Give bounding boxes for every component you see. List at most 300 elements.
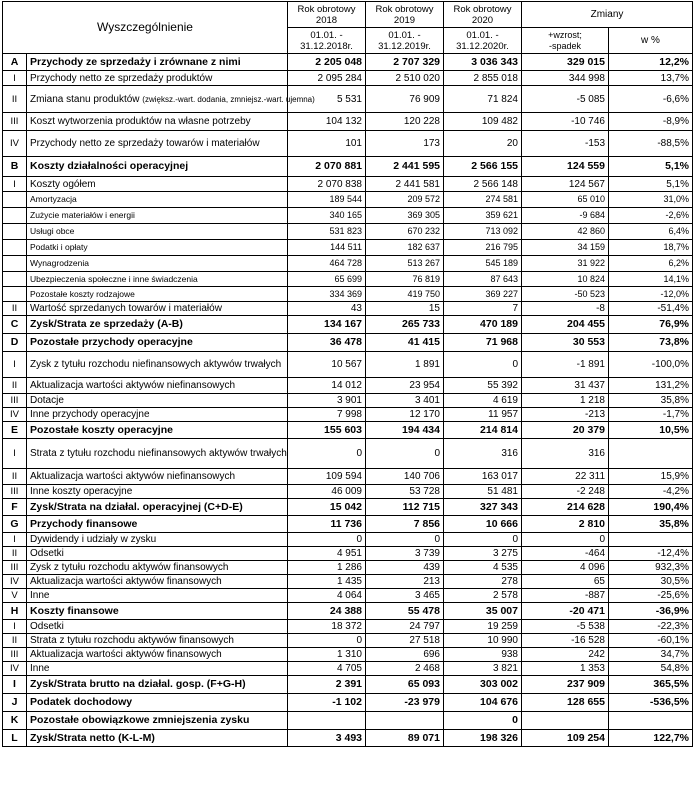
- row-label-text: Zysk/Strata brutto na działal. gosp. (F+G-H): [30, 678, 246, 690]
- row-label: [27, 516, 288, 533]
- change-percent: -12,0%: [609, 287, 693, 302]
- value-2018: 11 736: [288, 516, 366, 533]
- row-label-text: Dotacje: [30, 395, 64, 406]
- value-2020: 19 259: [444, 620, 522, 634]
- section-row: [3, 516, 693, 533]
- value-2018: 464 728: [288, 256, 366, 272]
- change-percent: 73,8%: [609, 334, 693, 352]
- change-percent: 76,9%: [609, 316, 693, 334]
- change-percent: 18,7%: [609, 240, 693, 256]
- value-2020: 55 392: [444, 378, 522, 394]
- value-2020: 4 619: [444, 394, 522, 408]
- row-label: [27, 316, 288, 334]
- value-2020: 470 189: [444, 316, 522, 334]
- change-absolute: 22 311: [522, 469, 609, 485]
- value-2019: 3 401: [366, 394, 444, 408]
- header-period-2018: [288, 28, 366, 54]
- change-percent: 30,5%: [609, 575, 693, 589]
- row-label: [27, 240, 288, 256]
- row-label-text: Inne przychody operacyjne: [30, 409, 150, 420]
- value-2018: 1 286: [288, 561, 366, 575]
- value-2018: 43: [288, 302, 366, 316]
- change-absolute: 329 015: [522, 54, 609, 71]
- value-2019: 3 739: [366, 547, 444, 561]
- header-period-2020: [444, 28, 522, 54]
- value-2018: 1 435: [288, 575, 366, 589]
- change-absolute: -16 528: [522, 634, 609, 648]
- value-2019: 419 750: [366, 287, 444, 302]
- value-2018: -1 102: [288, 694, 366, 712]
- value-2020: 35 007: [444, 603, 522, 620]
- change-absolute: 42 860: [522, 224, 609, 240]
- row-code: K: [3, 712, 27, 730]
- row-code: II: [3, 86, 27, 113]
- row-label: [27, 603, 288, 620]
- row-code: I: [3, 352, 27, 378]
- value-2018: 334 369: [288, 287, 366, 302]
- change-percent: -88,5%: [609, 131, 693, 157]
- row-code: I: [3, 439, 27, 469]
- row-label-text: Aktualizacja wartości aktywów niefinansowych: [30, 380, 236, 391]
- value-2019: 12 170: [366, 408, 444, 422]
- row-code: I: [3, 620, 27, 634]
- row-label: [27, 547, 288, 561]
- value-2020: 10 666: [444, 516, 522, 533]
- row-label: [27, 208, 288, 224]
- value-2018: 4 064: [288, 589, 366, 603]
- change-absolute: -2 248: [522, 485, 609, 499]
- table-row: [3, 408, 693, 422]
- change-absolute: 109 254: [522, 730, 609, 747]
- value-2018: 2 205 048: [288, 54, 366, 71]
- value-2020: 2 566 148: [444, 177, 522, 192]
- change-percent: 365,5%: [609, 676, 693, 694]
- row-code: IV: [3, 408, 27, 422]
- row-label: [27, 272, 288, 287]
- row-label-text: Przychody netto ze sprzedaży towarów i materiałów: [30, 138, 260, 149]
- change-absolute: 31 922: [522, 256, 609, 272]
- row-label-text: Strata z tytułu rozchodu aktywów finansowych: [30, 635, 234, 646]
- financial-statement-table: [2, 1, 693, 747]
- value-2018: 46 009: [288, 485, 366, 499]
- value-2019: 439: [366, 561, 444, 575]
- row-label-text: Amortyzacja: [30, 194, 77, 204]
- section-row: [3, 157, 693, 177]
- value-2018: 101: [288, 131, 366, 157]
- value-2018: 2 095 284: [288, 71, 366, 86]
- row-code: J: [3, 694, 27, 712]
- value-2019: 24 797: [366, 620, 444, 634]
- row-label-text: Zysk z tytułu rozchodu niefinansowych aktywów trwałych: [30, 359, 282, 370]
- header-year-2020: [444, 2, 522, 28]
- change-absolute: -153: [522, 131, 609, 157]
- change-percent: -60,1%: [609, 634, 693, 648]
- change-percent: 5,1%: [609, 157, 693, 177]
- row-label: [27, 352, 288, 378]
- value-2018: 10 567: [288, 352, 366, 378]
- value-2020: 4 535: [444, 561, 522, 575]
- value-2020: 71 968: [444, 334, 522, 352]
- table-row: [3, 131, 693, 157]
- table-row: [3, 177, 693, 192]
- row-code: A: [3, 54, 27, 71]
- row-label: [27, 533, 288, 547]
- value-2020: 713 092: [444, 224, 522, 240]
- table-row: [3, 575, 693, 589]
- row-label: [27, 177, 288, 192]
- header-period-start: 01.01. -: [466, 29, 499, 41]
- value-2020: 20: [444, 131, 522, 157]
- change-absolute: -887: [522, 589, 609, 603]
- change-percent: 932,3%: [609, 561, 693, 575]
- row-label-text: Odsetki: [30, 621, 64, 632]
- change-absolute: 237 909: [522, 676, 609, 694]
- row-label: [27, 334, 288, 352]
- value-2019: 2 510 020: [366, 71, 444, 86]
- section-row: [3, 694, 693, 712]
- change-absolute: -20 471: [522, 603, 609, 620]
- row-label-text: Zysk/Strata ze sprzedaży (A-B): [30, 318, 183, 330]
- row-label-text: Strata z tytułu rozchodu niefinansowych aktywów trwałych: [30, 448, 287, 459]
- value-2020: 327 343: [444, 499, 522, 516]
- value-2020: 7: [444, 302, 522, 316]
- row-code: F: [3, 499, 27, 516]
- change-absolute: [522, 712, 609, 730]
- row-label-text: Pozostałe przychody operacyjne: [30, 336, 193, 348]
- row-code: B: [3, 157, 27, 177]
- change-absolute: 20 379: [522, 422, 609, 439]
- value-2019: 112 715: [366, 499, 444, 516]
- row-label: [27, 485, 288, 499]
- value-2018: 0: [288, 439, 366, 469]
- value-2018: 18 372: [288, 620, 366, 634]
- value-2018: 24 388: [288, 603, 366, 620]
- value-2020: 0: [444, 533, 522, 547]
- change-absolute: 204 455: [522, 316, 609, 334]
- change-percent: -51,4%: [609, 302, 693, 316]
- change-percent: 131,2%: [609, 378, 693, 394]
- row-label: [27, 469, 288, 485]
- value-2018: 144 511: [288, 240, 366, 256]
- row-label: [27, 561, 288, 575]
- row-label: [27, 54, 288, 71]
- value-2018: 65 699: [288, 272, 366, 287]
- row-code: [3, 208, 27, 224]
- table-row: [3, 469, 693, 485]
- row-code: III: [3, 648, 27, 662]
- row-code: III: [3, 561, 27, 575]
- value-2019: 55 478: [366, 603, 444, 620]
- value-2020: 87 643: [444, 272, 522, 287]
- value-2020: 198 326: [444, 730, 522, 747]
- change-absolute: 30 553: [522, 334, 609, 352]
- value-2020: 2 855 018: [444, 71, 522, 86]
- row-label-text: Koszty finansowe: [30, 604, 119, 617]
- value-2018: 36 478: [288, 334, 366, 352]
- change-percent: 34,7%: [609, 648, 693, 662]
- row-label-text: Aktualizacja wartości aktywów niefinansowych: [30, 471, 236, 482]
- change-absolute: 65 010: [522, 192, 609, 208]
- row-code: IV: [3, 131, 27, 157]
- value-2020: 2 566 155: [444, 157, 522, 177]
- value-2019: 0: [366, 533, 444, 547]
- value-2018: 134 167: [288, 316, 366, 334]
- row-label-text: Podatki i opłaty: [30, 242, 88, 252]
- row-label-text: Przychody finansowe: [30, 517, 138, 530]
- header-period-end: 31.12.2018r.: [300, 40, 353, 52]
- table-row: [3, 394, 693, 408]
- row-code: III: [3, 113, 27, 131]
- row-code: [3, 192, 27, 208]
- change-absolute: 34 159: [522, 240, 609, 256]
- value-2019: 76 819: [366, 272, 444, 287]
- section-row: [3, 730, 693, 747]
- value-2019: 3 465: [366, 589, 444, 603]
- change-percent: 13,7%: [609, 71, 693, 86]
- section-row: [3, 334, 693, 352]
- row-code: [3, 272, 27, 287]
- value-2018: 7 998: [288, 408, 366, 422]
- row-label: [27, 224, 288, 240]
- value-2020: 163 017: [444, 469, 522, 485]
- value-2019: 670 232: [366, 224, 444, 240]
- change-percent: -36,9%: [609, 603, 693, 620]
- row-code: IV: [3, 575, 27, 589]
- value-2020: 938: [444, 648, 522, 662]
- table-row: [3, 648, 693, 662]
- row-label-text: Inne koszty operacyjne: [30, 486, 133, 497]
- change-absolute: 4 096: [522, 561, 609, 575]
- value-2020: 278: [444, 575, 522, 589]
- table-row: [3, 302, 693, 316]
- change-absolute: -213: [522, 408, 609, 422]
- change-percent: -25,6%: [609, 589, 693, 603]
- value-2019: 76 909: [366, 86, 444, 113]
- value-2019: 513 267: [366, 256, 444, 272]
- change-absolute: 31 437: [522, 378, 609, 394]
- row-code: II: [3, 634, 27, 648]
- value-2018: 2 391: [288, 676, 366, 694]
- value-2019: 369 305: [366, 208, 444, 224]
- row-code: I: [3, 533, 27, 547]
- value-2020: 214 814: [444, 422, 522, 439]
- row-code: I: [3, 71, 27, 86]
- value-2020: 0: [444, 712, 522, 730]
- value-2018: 155 603: [288, 422, 366, 439]
- value-2019: 2 707 329: [366, 54, 444, 71]
- table-row: [3, 224, 693, 240]
- row-label-text: Dywidendy i udziały w zysku: [30, 534, 157, 545]
- change-absolute: 124 559: [522, 157, 609, 177]
- row-label-text: Pozostałe obowiązkowe zmniejszenia zysku: [30, 714, 250, 726]
- row-label: [27, 730, 288, 747]
- row-label-text: Zysk/Strata netto (K-L-M): [30, 731, 155, 744]
- value-2020: 3 275: [444, 547, 522, 561]
- row-code: II: [3, 547, 27, 561]
- row-label: [27, 575, 288, 589]
- value-2018: 104 132: [288, 113, 366, 131]
- header-year-2018: [288, 2, 366, 28]
- value-2019: -23 979: [366, 694, 444, 712]
- row-label-text: Ubezpieczenia społeczne i inne świadczenia: [30, 273, 198, 284]
- row-code: I: [3, 676, 27, 694]
- value-2018: 5 531: [288, 86, 366, 113]
- table-row: [3, 378, 693, 394]
- row-code: C: [3, 316, 27, 334]
- header-period-start: 01.01. -: [310, 29, 343, 41]
- table-row: [3, 192, 693, 208]
- change-percent: 10,5%: [609, 422, 693, 439]
- value-2020: 2 578: [444, 589, 522, 603]
- table-row: [3, 352, 693, 378]
- value-2019: 7 856: [366, 516, 444, 533]
- value-2018: 2 070 881: [288, 157, 366, 177]
- header-year-label: Rok obrotowy: [375, 3, 434, 15]
- value-2020: 303 002: [444, 676, 522, 694]
- row-code: G: [3, 516, 27, 533]
- value-2020: 11 957: [444, 408, 522, 422]
- value-2019: 213: [366, 575, 444, 589]
- row-label: [27, 256, 288, 272]
- change-percent: 31,0%: [609, 192, 693, 208]
- row-code: E: [3, 422, 27, 439]
- change-percent: -1,7%: [609, 408, 693, 422]
- row-code: II: [3, 302, 27, 316]
- row-label-text: Inne: [30, 663, 50, 674]
- value-2019: 15: [366, 302, 444, 316]
- change-absolute: -8: [522, 302, 609, 316]
- header-period-2019: [366, 28, 444, 54]
- value-2020: 216 795: [444, 240, 522, 256]
- value-2020: 0: [444, 352, 522, 378]
- row-label: [27, 620, 288, 634]
- section-row: [3, 54, 693, 71]
- table-row: [3, 561, 693, 575]
- row-label: [27, 408, 288, 422]
- value-2018: 2 070 838: [288, 177, 366, 192]
- change-absolute: 1 353: [522, 662, 609, 676]
- row-label: [27, 378, 288, 394]
- row-label: [27, 439, 288, 469]
- change-absolute: -1 891: [522, 352, 609, 378]
- header-year-label: Rok obrotowy: [453, 3, 512, 15]
- row-label-text: Koszty działalności operacyjnej: [30, 160, 189, 172]
- change-percent: -100,0%: [609, 352, 693, 378]
- section-row: [3, 499, 693, 516]
- row-code: H: [3, 603, 27, 620]
- row-label: [27, 113, 288, 131]
- value-2018: 14 012: [288, 378, 366, 394]
- change-percent: 54,8%: [609, 662, 693, 676]
- value-2019: 0: [366, 439, 444, 469]
- table-row: [3, 634, 693, 648]
- table-row: [3, 272, 693, 287]
- table-row: [3, 256, 693, 272]
- change-percent: -12,4%: [609, 547, 693, 561]
- value-2018: 109 594: [288, 469, 366, 485]
- table-body: [3, 54, 693, 747]
- table-row: [3, 86, 693, 113]
- row-label: [27, 648, 288, 662]
- row-code: IV: [3, 662, 27, 676]
- value-2020: 3 821: [444, 662, 522, 676]
- row-label: [27, 499, 288, 516]
- change-percent: 6,2%: [609, 256, 693, 272]
- change-percent: 15,9%: [609, 469, 693, 485]
- value-2018: 3 493: [288, 730, 366, 747]
- header-change-absolute: [522, 28, 609, 54]
- value-2020: 359 621: [444, 208, 522, 224]
- row-label: [27, 287, 288, 302]
- header-year-2019: [366, 2, 444, 28]
- value-2018: 0: [288, 634, 366, 648]
- value-2020: 545 189: [444, 256, 522, 272]
- header-year-label: Rok obrotowy: [297, 3, 356, 15]
- change-absolute: 344 998: [522, 71, 609, 86]
- value-2018: 15 042: [288, 499, 366, 516]
- header-change-increase: +wzrost;: [548, 29, 582, 40]
- row-code: [3, 256, 27, 272]
- table-row: [3, 439, 693, 469]
- row-label: [27, 676, 288, 694]
- row-code: [3, 287, 27, 302]
- row-code: [3, 240, 27, 256]
- change-absolute: 2 810: [522, 516, 609, 533]
- change-percent: -536,5%: [609, 694, 693, 712]
- header-period-start: 01.01. -: [388, 29, 421, 41]
- change-absolute: -5 538: [522, 620, 609, 634]
- header-year-number: 2020: [471, 14, 494, 26]
- change-percent: 5,1%: [609, 177, 693, 192]
- row-label-text: Zysk z tytułu rozchodu aktywów finansowych: [30, 562, 229, 573]
- header-change-percent: w %: [609, 28, 693, 54]
- row-label-text: Inne: [30, 590, 50, 601]
- row-code: [3, 224, 27, 240]
- value-2018: [288, 712, 366, 730]
- change-percent: [609, 439, 693, 469]
- value-2020: 10 990: [444, 634, 522, 648]
- row-label: [27, 422, 288, 439]
- row-label-note: (zwiększ.-wart. dodania, zmniejsz.-wart. ujemna): [142, 94, 315, 104]
- change-absolute: 242: [522, 648, 609, 662]
- header-year-number: 2018: [315, 14, 338, 26]
- value-2018: 1 310: [288, 648, 366, 662]
- row-label-text: Zmiana stanu produktów: [30, 93, 140, 105]
- change-percent: 190,4%: [609, 499, 693, 516]
- change-percent: -2,6%: [609, 208, 693, 224]
- row-label-text: Usługi obce: [30, 226, 75, 236]
- table-row: [3, 533, 693, 547]
- row-label: [27, 589, 288, 603]
- change-percent: -6,6%: [609, 86, 693, 113]
- row-label-text: Przychody netto ze sprzedaży produktów: [30, 72, 213, 84]
- section-row: [3, 712, 693, 730]
- change-percent: -4,2%: [609, 485, 693, 499]
- row-label-text: Koszty ogółem: [30, 178, 96, 190]
- table-row: [3, 208, 693, 224]
- row-label: [27, 131, 288, 157]
- row-label-text: Podatek dochodowy: [30, 696, 133, 708]
- header-period-end: 31.12.2020r.: [456, 40, 509, 52]
- value-2019: 2 468: [366, 662, 444, 676]
- change-percent: 35,8%: [609, 516, 693, 533]
- value-2019: 265 733: [366, 316, 444, 334]
- value-2019: 53 728: [366, 485, 444, 499]
- row-label-text: Przychody ze sprzedaży i zrównane z nimi: [30, 55, 241, 68]
- change-absolute: -464: [522, 547, 609, 561]
- row-label: [27, 157, 288, 177]
- row-label: [27, 71, 288, 86]
